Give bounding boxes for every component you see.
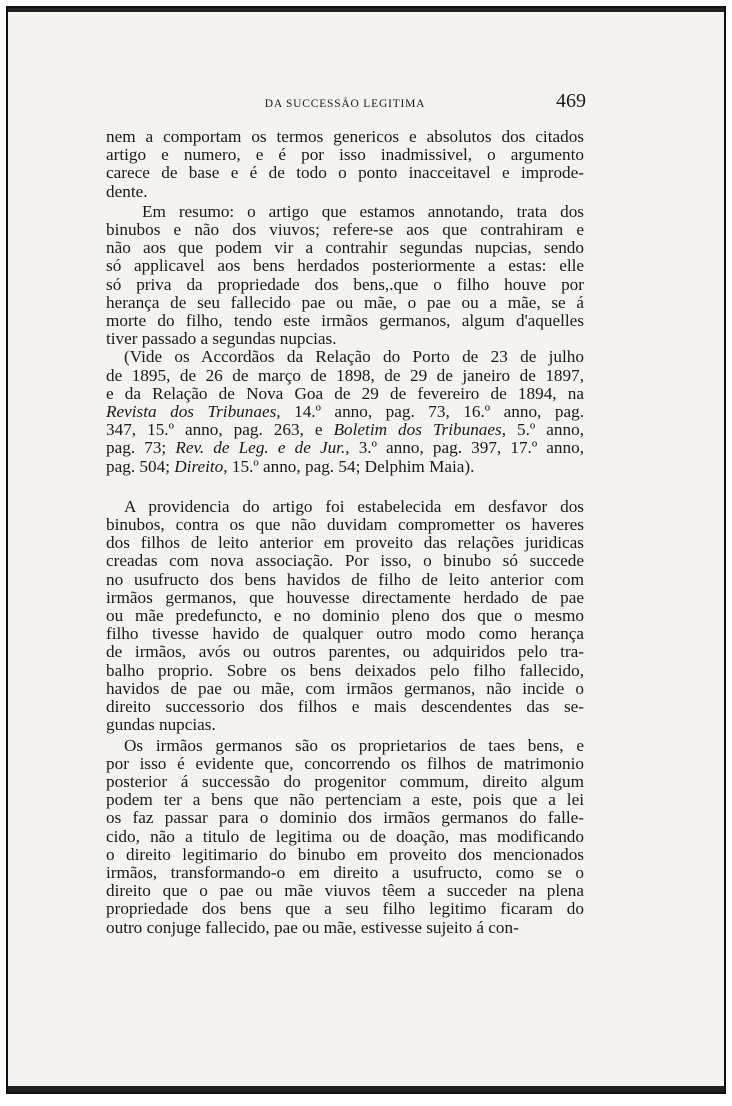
text-line: havidos de pae ou mãe, com irmãos germanos, não incide o: [106, 678, 584, 698]
text-line: Em resumo: o artigo que estamos annotando, trata dos: [142, 201, 584, 221]
text-line: por isso é evidente que, concorrendo os filhos de matrimonio: [106, 753, 584, 773]
text-line: gundas nupcias.: [106, 715, 216, 735]
text-line: tiver passado a segundas nupcias.: [106, 329, 337, 349]
citation-text: 5.º anno,: [506, 420, 584, 440]
citation-text: 347, 15.º anno, pag. 263, e: [106, 420, 334, 440]
text-line: balho proprio. Sobre os bens deixados pelo filho fallecido,: [106, 660, 584, 680]
text-line: irmãos, transformando-o em direito a usufructo, como se o: [106, 862, 584, 882]
paragraph-2: [106, 203, 584, 349]
page-number: 469: [556, 90, 586, 112]
text-line: de irmãos, avós ou outros parentes, ou adquiridos pelo tra-: [106, 642, 584, 662]
text-line: cido, não a titulo de legitima ou de doação, mas modificando: [106, 826, 584, 846]
text-line: morte do filho, tendo este irmãos germanos, algum d'aquelles: [106, 311, 584, 331]
text-line: A providencia do artigo foi estabelecida em desfavor dos: [124, 496, 584, 516]
citation-title: Boletim dos Tribunaes,: [333, 420, 507, 440]
text-line: direito successorio dos filhos e mais descendentes das se-: [106, 697, 584, 717]
citation-title: Revista dos Tribunaes,: [106, 402, 281, 422]
paragraph-3-citations: [106, 348, 584, 475]
citation-text: pag. 504;: [106, 456, 175, 476]
text-line: só applicavel aos bens herdados posteriormente a estas: elle: [106, 256, 584, 276]
text-line: [106, 403, 584, 421]
running-title: DA SUCCESSÃO LEGITIMA: [264, 98, 426, 110]
text-line: de 1895, de 26 de março de 1898, de 29 de janeiro de 1897,: [106, 365, 584, 385]
citation-text: 3.º anno, pag. 397, 17.º anno,: [349, 438, 585, 458]
text-line: o direito legitimario do binubo em proveito dos mencionados: [106, 844, 584, 864]
text-line: propriedade dos bens que a seu filho legitimo ficaram do: [106, 899, 584, 919]
text-line: binubos e não dos viuvos; refere-se aos que contrahiram e: [106, 220, 584, 240]
body-text: [106, 128, 584, 937]
text-line: irmãos germanos, que houvesse directamente herdado de pae: [106, 587, 584, 607]
text-line: herança de seu fallecido pae ou mãe, o pae ou a mãe, se á: [106, 292, 584, 312]
text-line: os faz passar para o dominio dos irmãos germanos do falle-: [106, 808, 584, 828]
text-line: dente.: [106, 181, 148, 201]
text-line: [106, 458, 584, 476]
text-line: dos filhos de leito anterior em proveito das relações juridicas: [106, 533, 584, 553]
text-line: ou mãe predefuncto, e no dominio pleno dos que o mesmo: [106, 606, 584, 626]
paragraph-4: [106, 498, 584, 735]
text-line: posterior á successão do progenitor commum, direito algum: [106, 771, 584, 791]
citation-text: 14.º anno, pag. 73, 16.º anno, pag.: [280, 402, 584, 422]
text-line: não aos que podem vir a contrahir segundas nupcias, sendo: [106, 238, 584, 258]
text-line: (Vide os Accordãos da Relação do Porto de 23 de julho: [124, 347, 584, 367]
text-line: e da Relação de Nova Goa de 29 de fevereiro de 1894, na: [106, 383, 584, 403]
paragraph-5: [106, 737, 584, 937]
text-line: [106, 421, 584, 439]
text-line: creadas com nova associação. Por isso, o binubo só succede: [106, 551, 584, 571]
text-line: nem a comportam os termos genericos e absolutos dos citados: [106, 127, 584, 146]
citation-text: 15.º anno, pag. 54; Delphim Maia).: [227, 456, 475, 476]
text-line: direito que o pae ou mãe viuvos têem a succeder na plena: [106, 881, 584, 901]
text-line: [106, 439, 584, 457]
text-line: artigo e numero, e é por isso inadmissivel, o argumento: [106, 145, 584, 165]
text-line: filho tivesse havido de qualquer outro modo como herança: [106, 624, 584, 644]
text-line: só priva da propriedade dos bens,.que o filho houve por: [106, 274, 584, 294]
text-line: binubos, contra os que não duvidam comprometter os haveres: [106, 515, 584, 535]
paragraph-1: [106, 128, 584, 201]
citation-title: Direito,: [174, 456, 228, 476]
text-line: Os irmãos germanos são os proprietarios de taes bens, e: [124, 735, 584, 755]
page-header: [106, 90, 586, 118]
text-line: podem ter a bens que não pertenciam a este, pois que a lei: [106, 790, 584, 810]
citation-title: Rev. de Leg. e de Jur.,: [175, 438, 350, 458]
citation-text: pag. 73;: [106, 438, 176, 458]
book-page: [6, 6, 726, 1094]
text-line: no usufructo dos bens havidos de filho de leito anterior com: [106, 569, 584, 589]
text-line: outro conjuge fallecido, pae ou mãe, estivesse sujeito á con-: [106, 917, 519, 937]
text-line: carece de base e é de todo o ponto inacceitavel e improde-: [106, 163, 584, 183]
